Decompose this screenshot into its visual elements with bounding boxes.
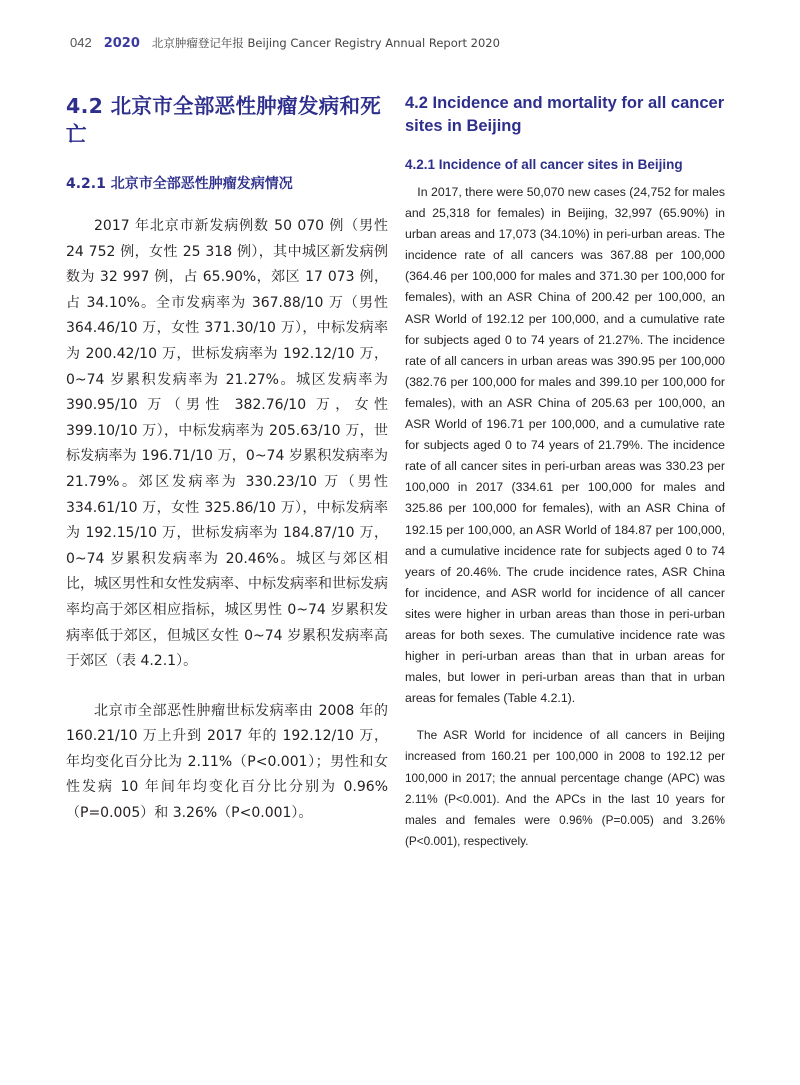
section-title-cn: 4.2 北京市全部恶性肿瘤发病和死亡 (66, 94, 382, 146)
page-number: 042 (70, 35, 92, 50)
running-header (70, 35, 750, 55)
chinese-column (66, 92, 388, 827)
paragraph-cn-1: 2017 年北京市新发病例数 50 070 例（男性 24 752 例，女性 25 318 例），其中城区新发病例数为 32 997 例，占 65.90%，郊区 17 073 例，占 34.10%。全市发病率为 367.88/10 万（男性 364.46/10 万，女性 371.30/10 万），中标发病率为 200.42/10 万，世标发病率为 192.12/10 万，0~74 岁累积发病率为 21.27%。城区发病率为 390.95/10 万（男性 382.76/10 万，女性 399.10/10 万），中标发病率为 205.63/10 万，世标发病率为 196.71/10 万，0~74 岁累积发病率为 21.79%。郊区发病率为 330.23/10 万（男性 334.61/10 万，女性 325.86/10 万），中标发病率为 192.15/10 万，世标发病率为 184.87/10 万，0~74 岁累积发病率为 20.46%。城区与郊区相比，城区男性和女性发病率、中标发病率和世标发病率均高于郊区相应指标，城区男性 0~74 岁累积发病率低于郊区，但城区女性 0~74 岁累积发病率高于郊区（表 4.2.1）。 (66, 218, 388, 670)
subsection-title-en: 4.2.1 Incidence of all cancer sites in Beijing (405, 157, 683, 172)
subsection-title-cn: 4.2.1 北京市全部恶性肿瘤发病情况 (66, 176, 293, 192)
paragraph-en-1: In 2017, there were 50,070 new cases (24,752 for males and 25,318 for females) in Beijing, 32,997 (65.90%) in urban areas and 17,073 (34.10%) in peri-urban areas. The incidence rate of all cancers was 367.88 per 100,000 (364.46 per 100,000 for males and 371.30 per 100,000 for females), with an ASR China of 200.42 per 100,000, an ASR World of 192.12 per 100,000, and a cumulative rate for subjects aged 0 to 74 years of 21.27%. The incidence rate of all cancers in urban areas was 390.95 per 100,000 (382.76 per 100,000 for males and 399.10 per 100,000 for females), with an ASR China of 205.63 per 100,000, an ASR World of 196.71 per 100,000, and a cumulative rate for subjects aged 0 to 74 years of 21.79%. The incidence rate of all cancer sites in peri-urban areas was 330.23 per 100,000 in 2017 (334.61 per 100,000 for males and 325.86 per 100,000 for females), with an ASR China of 192.15 per 100,000, an ASR World of 184.87 per 100,000, and a cumulative incidence rate for subjects aged 0 to 74 years of 20.46%. The crude incidence rates, ASR China for incidence, and ASR world for incidence of all cancer sites were higher in urban areas than those in peri-urban areas for both sexes. The cumulative incidence rate was higher in peri-urban areas than that in urban areas for males, but lower in peri-urban areas than that in urban areas for females (Table 4.2.1). (405, 185, 725, 706)
report-year: 2020 (103, 36, 140, 51)
report-title: 北京肿瘤登记年报 Beijing Cancer Registry Annual Report 2020 (151, 36, 500, 50)
paragraph-cn-2: 北京市全部恶性肿瘤世标发病率由 2008 年的 160.21/10 万上升到 2017 年的 192.12/10 万，年均变化百分比为 2.11%（P<0.001）；男性和女性发病 10 年间年均变化百分比分别为 0.96%（P=0.005）和 3.26%（P<0.001）。 (66, 702, 388, 822)
paragraph-en-2: The ASR World for incidence of all cancers in Beijing increased from 160.21 per 100,000 in 2008 to 192.12 per 100,000 in 2017; the annual percentage change (APC) was 2.11% (P<0.001). And the APCs in the last 10 years for males and females were 0.96% (P=0.005) and 3.26% (P<0.001), respectively. (405, 728, 725, 848)
english-column (405, 92, 725, 852)
section-title-en: 4.2 Incidence and mortality for all cancer sites in Beijing (405, 94, 725, 135)
